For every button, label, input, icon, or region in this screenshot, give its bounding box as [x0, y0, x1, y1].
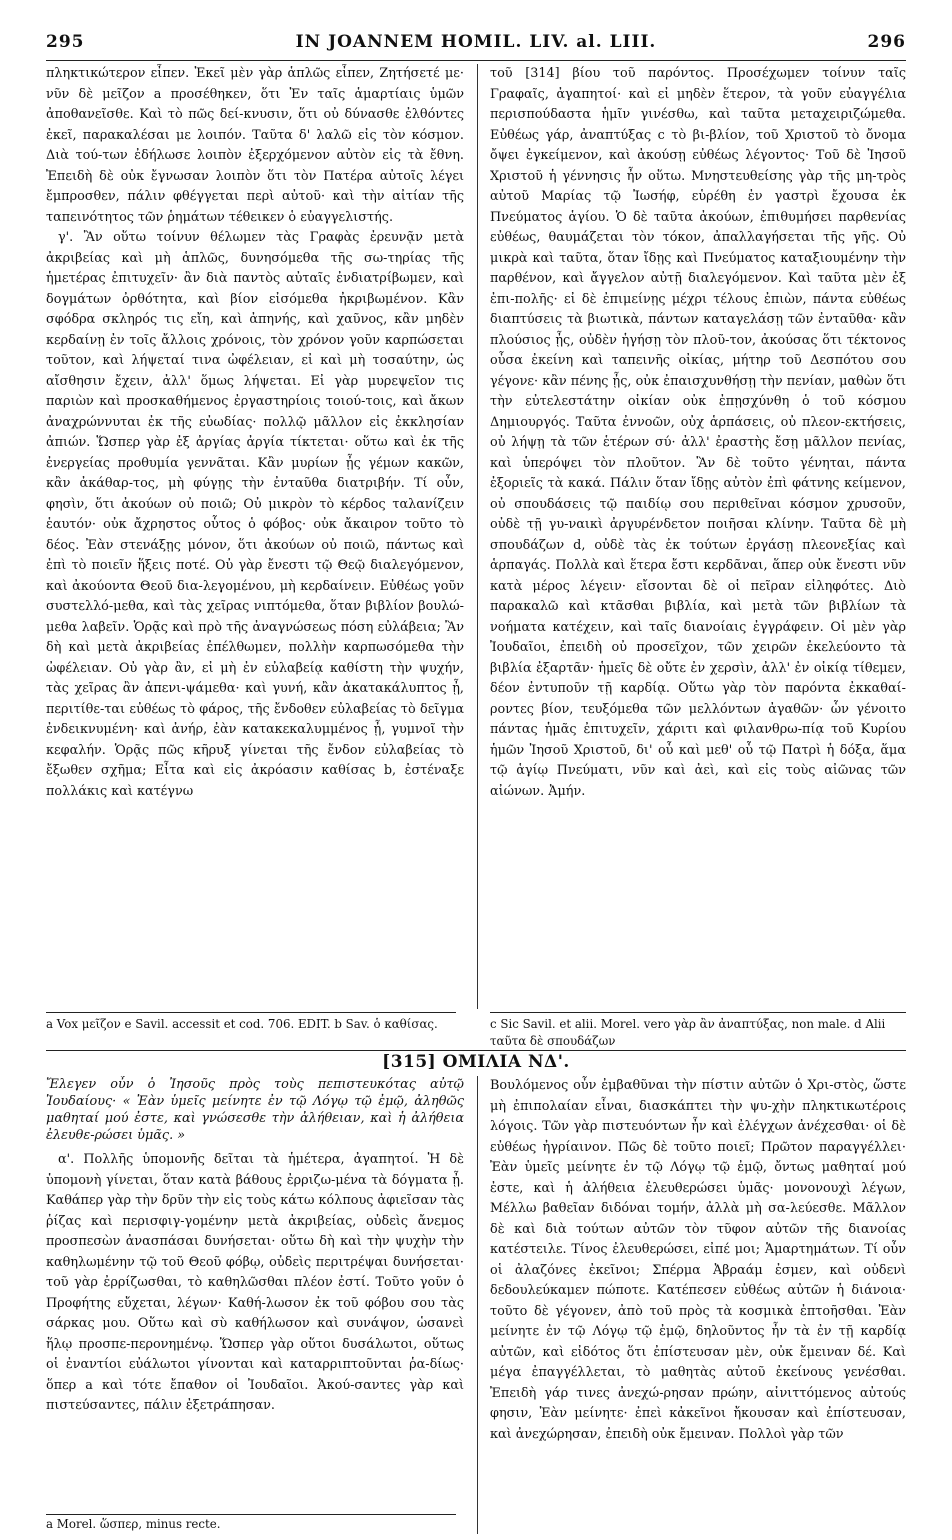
upper-left-footnote: a Vox μεῖζον e Savil. accessit et cod. 706. EDIT. b Sav. ὁ καθίσας. — [46, 1017, 438, 1031]
paragraph: α'. Πολλῆς ὑπομονῆς δεῖται τὰ ἡμέτερα, ἀγαπητοί. Ἡ δὲ ὑπομονὴ γίνεται, ὅταν κατὰ βάθους ἐρριζω-μένα τὰ δόγματα ᾖ. Καθάπερ γὰρ τὴν δρῦν τὴν εἰς τοὺς κάτω κόλπους ἀφιεῖσαν τὰς ῥίζας καὶ περισφιγ-γομένην μετὰ ἀκριβείας, οὐδεὶς ἄνεμος προσπεσὼν ἀνασπάσαι δυνήσεται· οὕτω δὴ καὶ τὴν ψυχὴν τὴν καθηλωμένην τῷ τοῦ Θεοῦ φόβῳ, οὐδεὶς περιτρέψαι δυνήσεται· τοῦ γὰρ ἐρρίζωσθαι, τὸ καθηλῶσθαι πλέον ἐστί. Τοῦτο γοῦν ὁ Προφήτης εὔχεται, λέγων· Καθή-λωσον ἐκ τοῦ φόβου σου τὰς σάρκας μου. Οὕτω καὶ σὺ καθήλωσον καὶ συνάψον, ὡσανεὶ ἥλῳ προσπε-περονημένῳ. Ὥσπερ γὰρ οὕτοι δυσάλωτοι, οὕτως οἱ ἐναντίοι εὐάλωτοι γίνονται καὶ καταρριπτοῦνται ῥα-δίως· ὅπερ a καὶ τότε ἔπαθον οἱ Ἰουδαῖοι. Ἀκού-σαντες γὰρ καὶ πιστεύσαντες, πάλιν ἐξετράπησαν. — [46, 1152, 464, 1413]
running-header — [46, 28, 906, 58]
scripture-lemma: Ἔλεγεν οὖν ὁ Ἰησοῦς πρὸς τοὺς πεπιστευκότας αὐτῷ Ἰουδαίους· « Ἐὰν ὑμεῖς μείνητε ἐν τῷ Λόγῳ τῷ ἐμῷ, ἀληθῶς μαθηταί μού ἐστε, καὶ γνώσεσθε τὴν ἀλήθειαν, καὶ ἡ ἀλήθεια ἐλευθε-ρώσει ὑμᾶς. » — [46, 1077, 464, 1143]
paragraph: τοῦ [314] βίου τοῦ παρόντος. Προσέχωμεν τοίνυν ταῖς Γραφαῖς, ἀγαπητοί· καὶ εἰ μηδὲν ἕτερον, τὰ γοῦν εὐαγγέλια περισπούδαστα ἡμῖν γινέσθω, καὶ ταῦτα μεταχειριζώμεθα. Εὐθέως γάρ, ἀναπτύξας c τὸ βι-βλίον, τοῦ Χριστοῦ τὸ ὄνομα ὄψει ἐγκείμενον, καὶ ἀκούσῃ εὐθέως λέγοντος· Τοῦ δὲ Ἰησοῦ Χριστοῦ ἡ γέννησις ἦν οὕτω. Μνηστευθείσης γὰρ τῆς μη-τρὸς αὐτοῦ Μαρίας τῷ Ἰωσήφ, εὑρέθη ἐν γαστρὶ ἔχουσα ἐκ Πνεύματος ἁγίου. Ὁ δὲ ταῦτα ἀκούων, ἐπιθυμήσει παρθενίας εὐθέως, θαυμάζεται τὸν τόκον, ἀπαλλαγήσεται τῆς γῆς. Οὐ μικρὰ καὶ ταῦτα, ὅταν ἴδῃς καὶ Πνεύματος καταξιουμένην τὴν παρθένον, καὶ ἄγγελον αὐτῇ διαλεγόμενον. Καὶ ταῦτα μὲν ἐξ ἐπι-πολῆς· εἰ δὲ ἐπιμείνῃς μέχρι τέλους ἐπιὼν, πάντα εὐθέως διαπτύσεις τὰ βιωτικὰ, πάντων καταγελάσῃ τῶν ἐνταῦθα· κἂν πλούσιος ᾖς, οὐδὲν ἡγήσῃ τὸν πλοῦ-τον, ἀκούσας ὅτι τέκτονος οὖσα ἐκείνη καὶ ταπεινῆς οἰκίας, μήτηρ τοῦ Δεσπότου σου γέγονε· κἂν πένης ᾖς, οὐκ ἐπαισχυνθήσῃ τὴν πενίαν, μαθὼν ὅτι τὴν εὐτελεστάτην οἰκίαν οὐκ ἐπῃσχύνθη ὁ τοῦ κόσμου Δημιουργός. Ταῦτα ἐννοῶν, οὐχ ἁρπάσεις, οὐ πλεον-εκτήσεις, οὐ λήψῃ τὰ τῶν ἑτέρων σύ· ἀλλ' ἐραστὴς ἔσῃ μᾶλλον πενίας, καὶ ὑπερόψει τὸν πλοῦτον. Ἂν δὲ τοῦτο γένηται, πάντα ἐξοριεῖς τὰ κακά. Πάλιν ὅταν ἴδῃς αὐτὸν ἐπὶ φάτνης κείμενον, οὐ σπουδάσεις τῷ παιδίῳ σου περιθεῖναι κόσμον χρυσοῦν, οὐδὲ τῇ γυ-ναικὶ ἀργυρένδετον ποιῆσαι κλίνην. Ταῦτα δὲ μὴ σπουδάζων d, οὐδὲ τὰς ἐκ τούτων ἐργάσῃ πλεονεξίας καὶ ἁρπαγάς. Πολλὰ καὶ ἕτερα ἔστι κερδᾶναι, ἅπερ οὐκ ἔνεστι νῦν κατὰ μέρος λέγειν· εἴσονται δὲ οἱ πεῖραν εἰληφότες. Διὸ παρακαλῶ καὶ κτᾶσθαι βιβλία, καὶ μετὰ τῶν βιβλίων τὰ νοήματα κατέχειν, καὶ ταῖς διανοίαις ἐγγράφειν. Οἱ μὲν γὰρ Ἰουδαῖοι, ἐπειδὴ οὐ προσεῖχον, τῶν χειρῶν ἐκελεύοντο τὰ βιβλία ἐξαρτᾶν· ἡμεῖς δὲ οὔτε ἐν χερσὶν, ἀλλ' ἐν οἰκίᾳ τίθεμεν, δέον ἐντυποῦν τῇ καρδίᾳ. Οὕτω γὰρ τὸν παρόντα ἐκκαθαί-ροντες βίον, τευξόμεθα τῶν μελλόντων ἀγαθῶν· ὧν γένοιτο πάντας ἡμᾶς ἐπιτυχεῖν, χάριτι καὶ φιλανθρω-πίᾳ τοῦ Κυρίου ἡμῶν Ἰησοῦ Χριστοῦ, δι' οὗ καὶ μεθ' οὗ τῷ Πατρὶ ἡ δόξα, ἅμα τῷ ἁγίῳ Πνεύματι, νῦν καὶ ἀεὶ, καὶ εἰς τοὺς αἰῶνας τῶν αἰώνων. Ἀμήν. — [490, 66, 906, 799]
left-page-number: 295 — [46, 32, 85, 52]
paragraph: Βουλόμενος οὖν ἐμβαθῦναι τὴν πίστιν αὐτῶν ὁ Χρι-στὸς, ὥστε μὴ ἐπιπολαίαν εἶναι, διασκάπτει τὴν ψυ-χὴν πληκτικωτέροις λόγοις. Τῶν γὰρ πιστευόντων ἦν καὶ ἐλέγχων ἀνέχεσθαι· οἱ δὲ εὐθέως ἠγρίαινον. Πῶς δὲ τοῦτο ποιεῖ; Πρῶτον παραγγέλλει· Ἐὰν ὑμεῖς μείνητε ἐν τῷ Λόγῳ τῷ ἐμῷ, ὄντως μαθηταί μού ἐστε, καὶ ἡ ἀλήθεια ἐλευθερώσει ὑμᾶς· μονονουχὶ λέγων, Μέλλω βαθεῖαν διδόναι τομήν, ἀλλὰ μὴ σα-λεύεσθε. Μᾶλλον δὲ καὶ διὰ τούτων αὐτῶν τὸν τῦφον αὐτῶν τῆς διανοίας κατέστειλε. Τίνος ἐλευθερώσει, εἰπέ μοι; Ἁμαρτημάτων. Τί οὖν οἱ ἀλαζόνες ἐκεῖνοι; Σπέρμα Ἀβραάμ ἐσμεν, καὶ οὐδενὶ δεδουλεύκαμεν πώποτε. Κατέπεσεν εὐθέως αὐτῶν ἡ διάνοια· τοῦτο δὲ γέγονεν, ἀπὸ τοῦ πρὸς τὰ κοσμικὰ ἐπτοῆσθαι. Ἐὰν μείνητε ἐν τῷ Λόγῳ τῷ ἐμῷ, δηλοῦντος ἦν τὰ ἐν τῇ καρδίᾳ αὐτῶν, καὶ εἰδότος ὅτι ἐπίστευσαν μὲν, οὐκ ἔμειναν δέ. Καὶ μέγα ἐπαγγέλλεται, τὸ μαθητὰς αὐτοῦ ἐκείνους γενέσθαι. Ἐπειδὴ γάρ τινες ἀνεχώ-ρησαν πρώην, αἰνιττόμενος αὐτούς φησιν, Ἐὰν μείνητε· ἐπεὶ κἀκεῖνοι ἤκουσαν καὶ ἐπίστευσαν, καὶ ἀνεχώρησαν, ἐπειδὴ οὐκ ἔμειναν. Πολλοὶ γὰρ τῶν — [490, 1078, 906, 1442]
upper-column-divider — [477, 64, 478, 1009]
paragraph: πληκτικώτερον εἶπεν. Ἐκεῖ μὲν γὰρ ἁπλῶς εἶπεν, Ζητήσετέ με· νῦν δὲ μεῖζον a προσέθηκεν, ὅτι Ἐν ταῖς ἁμαρτίαις ὑμῶν ἀποθανεῖσθε. Καὶ τὸ πῶς δεί-κνυσιν, ὅτι οὐ δύνασθε ἐλθόντες ἐκεῖ, παρακαλέσαι με λοιπόν. Ταῦτα δ' λαλῶ εἰς τὸν κόσμον. Διὰ τού-των ἐδήλωσε λοιπὸν ἐξερχόμενον αὐτὸν εἰς τὰ ἔθνη. Ἐπειδὴ δὲ οὐκ ἔγνωσαν λοιπὸν ὅτι τὸν Πατέρα αὐτοῖς λέγει ἔμπροσθεν, πάλιν φθέγγεται περὶ αὐτοῦ· καὶ τὴν αἰτίαν τῆς ταπεινότητος τῶν ῥημάτων τέθεικεν ὁ εὐαγγελιστής. — [46, 66, 464, 225]
upper-right-column — [490, 64, 906, 1004]
footnote-rule-left — [46, 1012, 456, 1013]
upper-right-footnote: c Sic Savil. et alii. Morel. vero γὰρ ἂν ἀναπτύξας, non male. d Alii ταῦτα δὲ σπουδάζων — [490, 1017, 886, 1048]
lower-right-column — [490, 1076, 906, 1536]
right-page-number: 296 — [867, 32, 906, 52]
running-title: IN JOANNEM HOMIL. LIV. al. LIII. — [295, 32, 657, 52]
lower-left-footnote: a Morel. ὥσπερ, minus recte. — [46, 1517, 221, 1531]
lower-footnote-rule — [46, 1514, 456, 1515]
footnote-rule-right — [490, 1012, 906, 1013]
paragraph: γ'. Ἂν οὕτω τοίνυν θέλωμεν τὰς Γραφὰς ἐρευνᾷν μετὰ ἀκριβείας καὶ μὴ ἁπλῶς, δυνησόμεθα τῆς σω-τηρίας τῆς ἡμετέρας ἐπιτυχεῖν· ἂν διὰ παντὸς αὐταῖς ἐνδιατρίβωμεν, καὶ δογμάτων ὀρθότητα, καὶ βίον εἰσόμεθα ἠκριβωμένον. Κἂν σφόδρα σκληρός τις εἴη, καὶ ἀπηνής, καὶ χαῦνος, κἂν μηδὲν κερδαίνῃ ἐν τοῖς ἄλλοις χρόνοις, τὸν χρόνον γοῦν καρπώσεται τοῦτον, καὶ λήψεταί τινα ὠφέλειαν, εἰ καὶ μὴ τοσαύτην, ὡς αἴσθησιν ἔχειν, ἀλλ' ὅμως λήψεται. Εἰ γὰρ μυρεψεῖον τις παριὼν καὶ προσκαθήμενος ἐργαστηρίοις τοιού-τοις, καὶ ἄκων ἀναχρώννυται ἐκ τῆς εὐωδίας· πολλῷ μᾶλλον εἰς ἐκκλησίαν ἀπιών. Ὥσπερ γὰρ ἐξ ἀργίας ἀργία τίκτεται· οὕτω καὶ ἐκ τῆς ἐνεργείας προθυμία γεννᾶται. Κἂν μυρίων ᾖς γέμων κακῶν, κἂν ἀκάθαρ-τος, μὴ φύγῃς τὴν ἐνταῦθα διατριβήν. Τί οὖν, φησὶν, ὅτι ἀκούων οὐ ποιῶ; Οὐ μικρὸν τὸ κέρδος ταλανίζειν ἑαυτόν· οὐκ ἄχρηστος οὗτος ὁ φόβος· οὐκ ἄκαιρον τοῦτο τὸ δέος. Ἐὰν στενάξῃς μόνον, ὅτι ἀκούων οὐ ποιῶ, πάντως καὶ ἐπὶ τὸ ποιεῖν ἥξεις ποτέ. Οὐ γὰρ ἔνεστι τῷ Θεῷ διαλεγόμενον, καὶ ἀκούοντα Θεοῦ δια-λεγομένου, μὴ κερδαίνειν. Εὐθέως γοῦν συστελλό-μεθα, καὶ τὰς χεῖρας νιπτόμεθα, ὅταν βιβλίον βουλώ-μεθα λαβεῖν. Ὁρᾷς καὶ πρὸ τῆς ἀναγνώσεως πόση εὐλάβεια; Ἂν δὴ καὶ μετὰ ἀκριβείας ἐπέλθωμεν, πολλὴν καρπωσόμεθα τὴν ὠφέλειαν. Οὐ γὰρ ἂν, εἰ μὴ ἐν εὐλαβείᾳ καθίστη τὴν ψυχήν, τὰς χεῖρας ἂν ἀπενι-ψάμεθα· καὶ γυνή, κἂν ἀκατακάλυπτος ᾖ, περιτίθε-ται εὐθέως τὸ φάρος, τῆς ἔνδοθεν εὐλαβείας τὸ δεῖγμα ἐνδεικνυμένη· καὶ ἀνήρ, ἐὰν κατακεκαλυμμένος ᾖ, γυμνοῖ τὴν κεφαλήν. Ὁρᾷς πῶς κῆρυξ γίνεται τῆς ἔνδον εὐλαβείας τὸ ἔξωθεν σχῆμα; Εἶτα καὶ εἰς ἀκρόασιν καθίσας b, ἐστέναξε πολλάκις καὶ κατέγνω — [46, 230, 464, 799]
lower-left-column — [46, 1076, 464, 1512]
section-rule — [46, 1050, 906, 1051]
lower-column-divider — [477, 1076, 478, 1534]
homily-title: [315] ΟΜΙΛΙΑ ΝΔ'. — [382, 1052, 570, 1072]
upper-left-column — [46, 64, 464, 1004]
header-rule — [46, 60, 906, 61]
